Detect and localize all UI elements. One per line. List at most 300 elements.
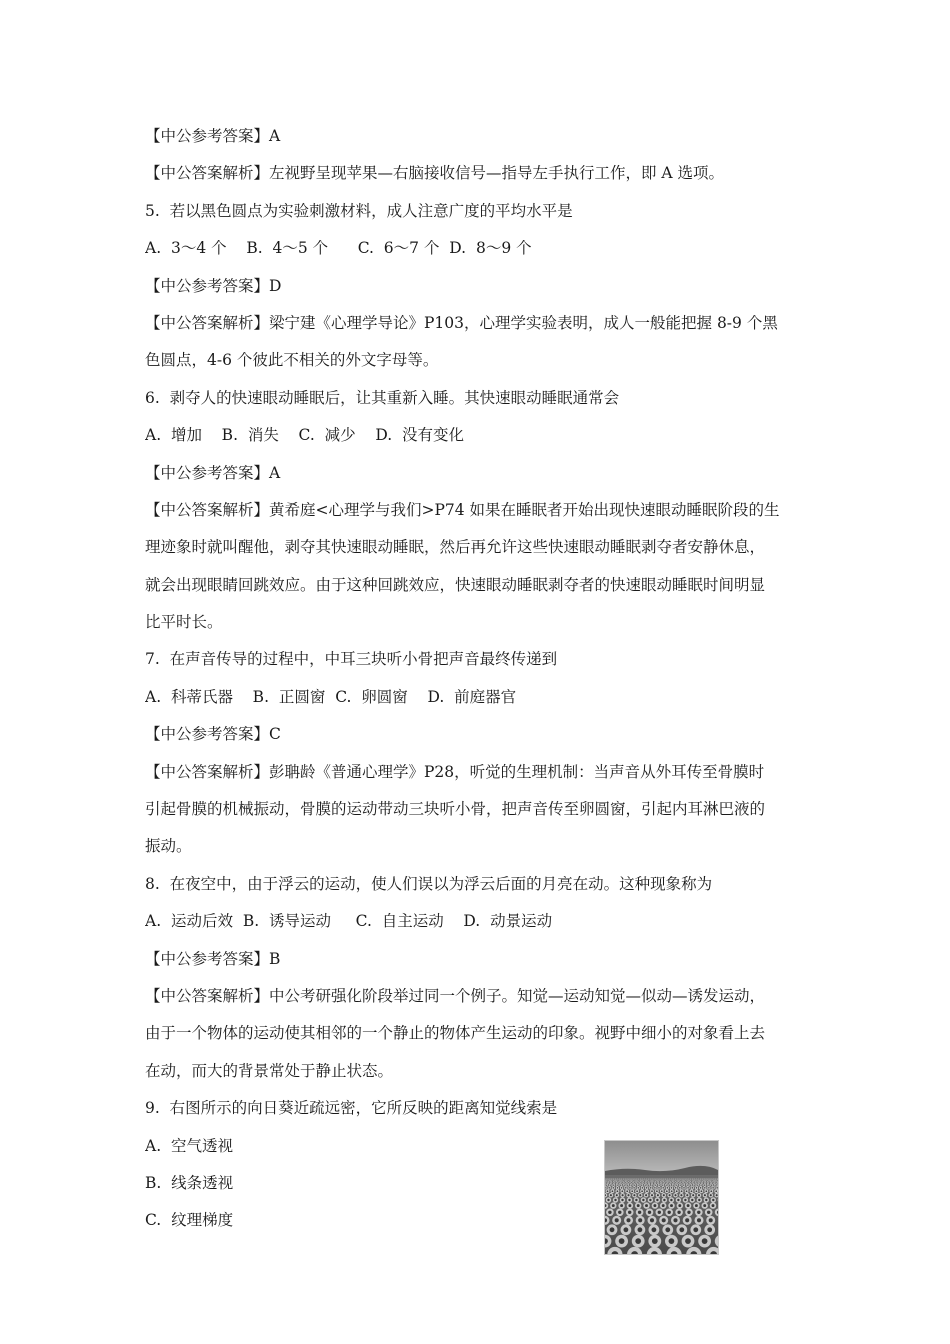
sunflower-center <box>637 1182 638 1183</box>
sunflower-center <box>663 1180 664 1181</box>
sunflower-center <box>666 1190 668 1192</box>
sunflower-center <box>642 1187 643 1188</box>
sunflower-center <box>673 1180 674 1181</box>
sunflower-center <box>625 1187 626 1188</box>
sunflower-center <box>704 1179 705 1180</box>
sunflower-center <box>682 1179 683 1180</box>
sunflower-center <box>711 1179 712 1180</box>
sunflower-center <box>612 1204 615 1207</box>
sunflower-center <box>685 1218 689 1222</box>
sunflower-center <box>669 1184 670 1185</box>
sunflower-center <box>663 1179 664 1180</box>
sunflower-center <box>670 1204 673 1207</box>
question-8-options: A. 运动后效 B. 诱导运动 C. 自主运动 D. 动景运动 <box>145 912 553 931</box>
sunflower-center <box>683 1184 684 1185</box>
sunflower-center <box>608 1187 609 1188</box>
sunflower-center <box>700 1179 701 1180</box>
sunflower-center <box>648 1184 649 1185</box>
sunflower-center <box>713 1179 714 1180</box>
sunflower-center <box>642 1179 643 1180</box>
sunflower-center <box>701 1182 702 1183</box>
sunflower-center <box>607 1199 609 1201</box>
sunflower-center <box>710 1194 712 1196</box>
sunflower-center <box>611 1180 612 1181</box>
sunflower-center <box>622 1182 623 1183</box>
answer-line: 【中公参考答案】A <box>145 463 281 482</box>
sunflower-center <box>694 1184 695 1185</box>
sunflower-center <box>658 1180 659 1181</box>
sunflower-center <box>677 1211 680 1214</box>
document-body <box>145 118 810 1240</box>
sunflower-center <box>674 1194 676 1196</box>
sunflower-center <box>669 1194 671 1196</box>
sunflower-field-image <box>605 1141 718 1254</box>
sunflower-center <box>669 1238 675 1244</box>
sunflower-center <box>650 1179 651 1180</box>
sunflower-center <box>626 1218 630 1222</box>
sunflower-center <box>678 1204 681 1207</box>
sunflower-center <box>669 1182 670 1183</box>
sunflower-center <box>675 1179 676 1180</box>
sunflower-center <box>687 1187 688 1188</box>
sunflower-center <box>662 1204 665 1207</box>
sunflower-center <box>631 1190 633 1192</box>
sunflower-center <box>608 1180 609 1181</box>
sunflower-center <box>613 1180 614 1181</box>
sunflower-center <box>704 1194 706 1196</box>
sunflower-center <box>661 1179 662 1180</box>
sunflower-center <box>707 1182 708 1183</box>
sunflower-center <box>690 1182 691 1183</box>
sunflower-center <box>707 1179 708 1180</box>
sunflower-center <box>673 1218 677 1222</box>
sunflower-center <box>668 1180 669 1181</box>
sunflower-center <box>607 1190 609 1192</box>
sunflower-center <box>708 1187 709 1188</box>
sunflower-center <box>665 1180 666 1181</box>
sunflower-center <box>716 1187 717 1188</box>
sunflower-center <box>687 1182 688 1183</box>
sunflower-center <box>627 1184 628 1185</box>
sunflower-center <box>683 1187 684 1188</box>
sunflower-center <box>624 1184 625 1185</box>
sunflower-center <box>680 1180 681 1181</box>
explanation-line: 比平时长。 <box>145 613 223 632</box>
sunflower-center <box>628 1180 629 1181</box>
sunflower-center <box>631 1182 632 1183</box>
sunflower-center <box>710 1190 712 1192</box>
sunflower-center <box>702 1180 703 1181</box>
sunflower-center <box>635 1238 641 1244</box>
sunflower-center <box>684 1199 686 1201</box>
sunflower-center <box>635 1180 636 1181</box>
sunflower-center <box>681 1182 682 1183</box>
sunflower-center <box>715 1180 716 1181</box>
sunflower-center <box>697 1218 701 1222</box>
sunflower-center <box>636 1179 637 1180</box>
sunflower-center <box>646 1190 648 1192</box>
sunflower-center <box>669 1179 670 1180</box>
sunflower-center <box>645 1184 646 1185</box>
sunflower-center <box>646 1187 647 1188</box>
answer-line: 【中公参考答案】C <box>145 725 281 744</box>
sunflower-center <box>629 1187 630 1188</box>
sunflower-center <box>617 1179 618 1180</box>
explanation-line: 【中公答案解析】左视野呈现苹果—右脑接收信号—指导左手执行工作，即 A 选项。 <box>145 164 725 183</box>
sunflower-center <box>638 1179 639 1180</box>
sunflower-center <box>628 1199 630 1201</box>
sunflower-center <box>675 1187 676 1188</box>
question-8: 8. 在夜空中，由于浮云的运动，使人们误以为浮云后面的月亮在动。这种现象称为 <box>145 874 713 893</box>
sunflower-center <box>693 1227 698 1232</box>
sunflower-center <box>620 1184 621 1185</box>
sunflower-center <box>662 1218 666 1222</box>
sunflower-center <box>626 1180 627 1181</box>
sunflower-center <box>716 1182 717 1183</box>
sunflower-center <box>700 1184 701 1185</box>
sunflower-center <box>690 1184 691 1185</box>
question-6-options: A. 增加 B. 消失 C. 减少 D. 没有变化 <box>145 426 465 445</box>
sunflower-center <box>621 1190 623 1192</box>
sunflower-center <box>633 1180 634 1181</box>
sunflower-center <box>712 1199 714 1201</box>
sunflower-center <box>632 1179 633 1180</box>
sunflower-center <box>676 1184 677 1185</box>
explanation-line: 振动。 <box>145 837 192 856</box>
sunflower-center <box>679 1227 684 1232</box>
answer-line: 【中公参考答案】A <box>145 127 281 145</box>
sunflower-center <box>667 1179 668 1180</box>
question-9-option-a: A. 空气透视 <box>145 1136 233 1155</box>
sunflower-center <box>646 1179 647 1180</box>
sunflower-center <box>645 1204 648 1207</box>
sunflower-center <box>692 1179 693 1180</box>
sunflower-center <box>649 1182 650 1183</box>
sunflower-center <box>704 1187 705 1188</box>
explanation-line: 在动，而大的背景常处于静止状态。 <box>145 1061 394 1080</box>
sunflower-center <box>716 1194 718 1196</box>
sunflower-center <box>610 1227 615 1232</box>
sunflower-center <box>686 1179 687 1180</box>
sunflower-center <box>650 1187 651 1188</box>
sunflower-center <box>694 1179 695 1180</box>
sunflower-center <box>704 1182 705 1183</box>
sunflower-center <box>692 1194 694 1196</box>
sunflower-center <box>657 1182 658 1183</box>
answer-line: 【中公参考答案】D <box>145 276 282 295</box>
sunflower-center <box>700 1180 701 1181</box>
sunflower-center <box>658 1187 659 1188</box>
sunflower-center <box>638 1211 641 1214</box>
sunflower-center <box>617 1190 619 1192</box>
sunflower-center <box>686 1194 688 1196</box>
sunflower-center <box>680 1179 681 1180</box>
explanation-line: 引起骨膜的机械振动，骨膜的运动带动三块听小骨，把声音传至卵圆窗，引起内耳淋巴液的 <box>145 800 766 819</box>
sunflower-center <box>616 1180 617 1181</box>
sunflower-center <box>622 1194 624 1196</box>
explanation-line: 由于一个物体的运动使其相邻的一个静止的物体产生运动的印象。视野中细小的对象看上去 <box>145 1024 766 1043</box>
sunflower-center <box>680 1194 682 1196</box>
question-6: 6. 剥夺人的快速眼动睡眠后，让其重新入睡。其快速眼动睡眠通常会 <box>145 388 620 407</box>
sunflower-center <box>696 1179 697 1180</box>
sunflower-center <box>610 1182 611 1183</box>
sunflower-center <box>613 1184 614 1185</box>
sunflower-center <box>645 1180 646 1181</box>
sunflower-center <box>663 1182 664 1183</box>
sunflower-center <box>653 1180 654 1181</box>
explanation-line: 色圆点，4-6 个彼此不相关的外文字母等。 <box>145 351 439 370</box>
sunflower-center <box>655 1184 656 1185</box>
sunflower-center <box>687 1180 688 1181</box>
sunflower-center <box>617 1187 618 1188</box>
sunflower-center <box>679 1187 680 1188</box>
sunflower-center <box>608 1211 611 1214</box>
sunflower-center <box>613 1182 614 1183</box>
sunflower-center <box>619 1179 620 1180</box>
sunflower-center <box>681 1190 683 1192</box>
sunflower-center <box>672 1182 673 1183</box>
sunflower-center <box>650 1180 651 1181</box>
sunflower-center <box>639 1194 641 1196</box>
sunflower-center <box>620 1204 623 1207</box>
sunflower-center <box>613 1187 614 1188</box>
sunflower-center <box>715 1179 716 1180</box>
sunflower-center <box>704 1184 705 1185</box>
sunflower-center <box>635 1199 637 1201</box>
sunflower-center <box>619 1238 625 1244</box>
sunflower-center <box>630 1179 631 1180</box>
sunflower-center <box>638 1218 642 1222</box>
sunflower-center <box>634 1182 635 1183</box>
answer-line: 【中公参考答案】B <box>145 949 281 968</box>
sunflower-center <box>699 1182 700 1183</box>
sunflower-center <box>648 1211 651 1214</box>
sunflower-center <box>697 1211 700 1214</box>
sunflower-center <box>697 1184 698 1185</box>
sunflower-center <box>631 1184 632 1185</box>
sunflower-center <box>658 1211 661 1214</box>
sunflower-center <box>663 1194 665 1196</box>
sunflower-center <box>696 1187 697 1188</box>
sunflower-center <box>634 1179 635 1180</box>
sunflower-center <box>648 1179 649 1180</box>
sunflower-center <box>675 1182 676 1183</box>
sunflower-center <box>663 1199 665 1201</box>
sunflower-center <box>610 1184 611 1185</box>
sunflower-center <box>628 1211 631 1214</box>
sunflower-center <box>691 1199 693 1201</box>
sunflower-center <box>687 1211 690 1214</box>
sunflower-center <box>651 1194 653 1196</box>
sunflower-center <box>705 1199 707 1201</box>
question-5: 5. 若以黑色圆点为实验刺激材料，成人注意广度的平均水平是 <box>145 201 573 220</box>
sunflower-center <box>652 1238 658 1244</box>
sunflower-center <box>692 1187 693 1188</box>
sunflower-center <box>625 1179 626 1180</box>
sunflower-center <box>670 1180 671 1181</box>
sunflower-center <box>627 1194 629 1196</box>
sunflower-center <box>621 1199 623 1201</box>
question-9-option-b: B. 线条透视 <box>145 1173 234 1192</box>
sunflower-center <box>675 1180 676 1181</box>
sunflower-center <box>655 1180 656 1181</box>
sunflower-center <box>615 1179 616 1180</box>
sunflower-center <box>702 1179 703 1180</box>
sunflower-center <box>637 1227 642 1232</box>
sunflower-center <box>665 1227 670 1232</box>
sunflower-center <box>640 1182 641 1183</box>
sunflower-center <box>651 1227 656 1232</box>
sunflower-center <box>614 1199 616 1201</box>
sunflower-center <box>654 1182 655 1183</box>
explanation-line: 【中公答案解析】黄希庭<心理学与我们>P74 如果在睡眠者开始出现快速眼动睡眠阶段的生 <box>145 500 780 519</box>
sunflower-center <box>686 1190 688 1192</box>
sunflower-center <box>655 1179 656 1180</box>
sunflower-center <box>623 1180 624 1181</box>
sunflower-center <box>609 1179 610 1180</box>
sunflower-center <box>666 1184 667 1185</box>
sunflower-center <box>659 1184 660 1185</box>
question-9-option-c: C. 纹理梯度 <box>145 1211 234 1230</box>
sunflower-center <box>641 1184 642 1185</box>
explanation-line: 【中公答案解析】彭聃龄《普通心理学》P28，听觉的生理机制：当声音从外耳传至骨膜时 <box>145 762 765 781</box>
sunflower-center <box>671 1190 673 1192</box>
sunflower-center <box>705 1190 707 1192</box>
sunflower-center <box>662 1187 663 1188</box>
sunflower-center <box>671 1187 672 1188</box>
sunflower-center <box>662 1184 663 1185</box>
sunflower-center <box>713 1182 714 1183</box>
sunflower-center <box>685 1180 686 1181</box>
question-9: 9. 右图所示的向日葵近疏远密，它所反映的距离知觉线索是 <box>145 1099 558 1118</box>
sunflower-center <box>615 1218 619 1222</box>
sunflower-center <box>631 1180 632 1181</box>
sunflower-center <box>717 1179 718 1180</box>
question-7-options: A. 科蒂氏器 B. 正圆窗 C. 卵圆窗 D. 前庭器官 <box>145 687 517 706</box>
sunflower-center <box>698 1199 700 1201</box>
sunflower-center <box>621 1179 622 1180</box>
sunflower-center <box>695 1180 696 1181</box>
sunflower-center <box>607 1179 608 1180</box>
sunflower-center <box>682 1180 683 1181</box>
sunflower-center <box>667 1211 670 1214</box>
sunflower-center <box>613 1179 614 1180</box>
sunflower-center <box>619 1182 620 1183</box>
sunflower-center <box>687 1184 688 1185</box>
sunflower-center <box>660 1180 661 1181</box>
sunflower-center <box>710 1182 711 1183</box>
sunflower-center <box>678 1182 679 1183</box>
sunflower-center <box>657 1179 658 1180</box>
sunflower-center <box>654 1187 655 1188</box>
sunflower-center <box>715 1190 717 1192</box>
sunflower-center <box>673 1179 674 1180</box>
sunflower-center <box>610 1194 612 1196</box>
sunflower-center <box>684 1182 685 1183</box>
sunflower-center <box>701 1190 703 1192</box>
sunflower-center <box>642 1199 644 1201</box>
sunflower-center <box>670 1199 672 1201</box>
sunflower-center <box>616 1194 618 1196</box>
sunflower-center <box>693 1182 694 1183</box>
sunflower-center <box>621 1180 622 1181</box>
sunflower-center <box>712 1187 713 1188</box>
sunflower-center <box>626 1190 628 1192</box>
sunflower-center <box>712 1204 715 1207</box>
sunflower-center <box>671 1179 672 1180</box>
explanation-line: 理迹象时就叫醒他，剥夺其快速眼动睡眠，然后再允许这些快速眼动睡眠剥夺者安静休息， <box>145 538 766 557</box>
sunflower-center <box>685 1238 691 1244</box>
sunflower-center <box>687 1204 690 1207</box>
sunflower-center <box>623 1179 624 1180</box>
sunflower-center <box>659 1179 660 1180</box>
sunflower-center <box>697 1180 698 1181</box>
sunflower-center <box>643 1182 644 1183</box>
sunflower-center <box>690 1179 691 1180</box>
sunflower-center <box>650 1218 654 1222</box>
sunflower-center <box>651 1190 653 1192</box>
sunflower-center <box>628 1182 629 1183</box>
sunflower-center <box>661 1190 663 1192</box>
sunflower-center <box>696 1182 697 1183</box>
sunflower-center <box>677 1179 678 1180</box>
sunflower-field-photo <box>604 1140 719 1255</box>
sunflower-center <box>638 1180 639 1181</box>
sunflower-center <box>688 1179 689 1180</box>
sunflower-center <box>712 1180 713 1181</box>
sunflower-center <box>646 1182 647 1183</box>
sunflower-center <box>695 1204 698 1207</box>
sunflower-center <box>709 1179 710 1180</box>
sunflower-center <box>707 1180 708 1181</box>
sunflower-center <box>640 1180 641 1181</box>
sunflower-center <box>636 1190 638 1192</box>
sunflower-center <box>617 1184 618 1185</box>
sunflower-center <box>684 1179 685 1180</box>
sunflower-center <box>680 1184 681 1185</box>
sunflower-center <box>660 1182 661 1183</box>
sunflower-center <box>628 1204 631 1207</box>
sunflower-center <box>657 1194 659 1196</box>
sunflower-center <box>652 1179 653 1180</box>
sunflower-center <box>709 1218 713 1222</box>
sunflower-center <box>623 1227 628 1232</box>
sunflower-center <box>641 1190 643 1192</box>
sunflower-center <box>638 1187 639 1188</box>
sunflower-center <box>678 1180 679 1181</box>
sunflower-center <box>633 1187 634 1188</box>
sunflower-center <box>644 1179 645 1180</box>
sunflower-center <box>607 1182 608 1183</box>
sunflower-center <box>696 1190 698 1192</box>
sunflower-center <box>707 1211 710 1214</box>
sunflower-center <box>677 1199 679 1201</box>
sunflower-center <box>698 1179 699 1180</box>
sunflower-center <box>653 1204 656 1207</box>
sunflower-center <box>667 1187 668 1188</box>
sunflower-center <box>651 1182 652 1183</box>
sunflower-center <box>652 1184 653 1185</box>
sunflower-center <box>656 1199 658 1201</box>
sunflower-center <box>714 1184 715 1185</box>
sunflower-center <box>637 1204 640 1207</box>
sunflower-center <box>633 1194 635 1196</box>
sunflower-center <box>707 1184 708 1185</box>
sunflower-center <box>618 1211 621 1214</box>
sunflower-center <box>645 1194 647 1196</box>
sunflower-center <box>611 1179 612 1180</box>
sunflower-center <box>692 1180 693 1181</box>
